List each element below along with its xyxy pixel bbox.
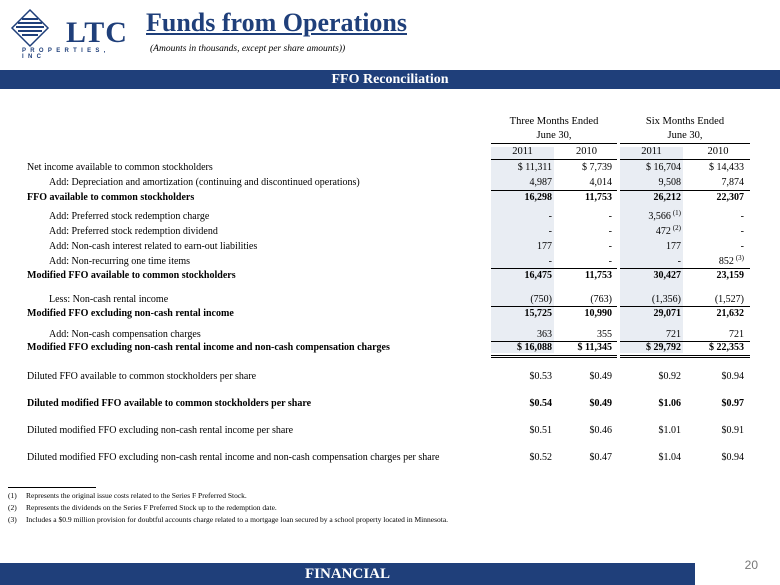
cell: $0.53: [529, 371, 552, 382]
cell: 22,307: [716, 192, 744, 203]
row-label: Add: Non-cash compensation charges: [49, 329, 201, 340]
cell: $ 11,311: [517, 162, 552, 173]
cell: -: [740, 226, 744, 237]
page-title: Funds from Operations: [146, 8, 407, 37]
subtotal-rule: [620, 190, 750, 191]
cell: $0.54: [529, 398, 552, 409]
cell: 11,753: [585, 270, 612, 281]
header-three-months: Three Months Ended: [509, 116, 599, 127]
cell: $0.97: [721, 398, 744, 409]
cell: (1,527): [714, 294, 744, 305]
cell: (750): [530, 294, 552, 305]
page-subtitle: (Amounts in thousands, except per share amounts)): [150, 44, 346, 54]
footnote-number: (1): [8, 491, 17, 500]
header-six-months: Six Months Ended: [645, 116, 725, 127]
year-col-1: 2011: [512, 146, 533, 157]
cell: (763): [590, 294, 612, 305]
header-six-months-sub: June 30,: [667, 130, 703, 141]
cell: -: [608, 211, 612, 222]
cell: $0.92: [658, 371, 681, 382]
header-three-months-sub: June 30,: [536, 130, 572, 141]
cell: [625, 211, 681, 222]
cell: 10,990: [584, 308, 612, 319]
cell: $ 16,088: [517, 342, 552, 353]
header-rule-right: [620, 143, 750, 144]
footer-page-area: [695, 563, 780, 585]
cell: $1.06: [658, 398, 681, 409]
row-label: Modified FFO excluding non-cash rental income and non-cash compensation charges: [27, 342, 390, 353]
header-rule-left: [491, 143, 617, 144]
row-label: Add: Depreciation and amortization (continuing and discontinued operations): [49, 177, 360, 188]
cell: -: [548, 226, 552, 237]
row-label: Diluted FFO available to common stockholders per share: [27, 371, 257, 382]
subtotal-rule: [491, 190, 617, 191]
total-double-rule: [491, 357, 617, 358]
logo-text: LTC: [66, 16, 128, 49]
cell: 16,475: [524, 270, 552, 281]
footnote-text: Represents the original issue costs related to the Series F Preferred Stock.: [26, 491, 247, 500]
company-logo: [10, 8, 128, 60]
footnote-number: (3): [8, 515, 17, 524]
row-label: Modified FFO excluding non-cash rental income: [27, 308, 234, 319]
cell: $ 16,704: [646, 162, 681, 173]
footnote-divider: [8, 487, 96, 488]
cell: 16,298: [524, 192, 552, 203]
footnote-text: Represents the dividends on the Series F Preferred Stock up to the redemption date.: [26, 503, 277, 512]
cell: 4,014: [589, 177, 612, 188]
cell: $0.51: [529, 425, 552, 436]
row-label: Modified FFO available to common stockholders: [27, 270, 236, 281]
year-col-4: 2010: [707, 146, 729, 157]
footnote-number: (2): [8, 503, 17, 512]
cell: $ 11,345: [577, 342, 612, 353]
cell: -: [548, 256, 552, 267]
footnote-ref: (1): [672, 209, 681, 217]
cell: -: [740, 241, 744, 252]
footnote: [8, 491, 247, 500]
logo-subtext: PROPERTIES, INC: [22, 48, 110, 60]
footnote-ref: (3): [735, 254, 744, 262]
cell: 177: [666, 241, 681, 252]
footer-label: FINANCIAL: [304, 566, 390, 582]
footnote: [8, 515, 448, 524]
cell: -: [677, 256, 681, 267]
year-col-3: 2011: [641, 146, 662, 157]
year-col-2: 2010: [576, 146, 597, 157]
cell: 177: [537, 241, 552, 252]
footnote-ref: (2): [672, 224, 681, 232]
cell: -: [548, 211, 552, 222]
cell: $ 29,792: [646, 342, 681, 353]
subtotal-rule: [491, 306, 617, 307]
cell: 30,427: [653, 270, 681, 281]
row-label: Add: Preferred stock redemption charge: [49, 211, 210, 222]
row-label: Add: Preferred stock redemption dividend: [49, 226, 218, 237]
footnote: [8, 503, 277, 512]
cell: $0.46: [589, 425, 612, 436]
total-double-rule: [620, 357, 750, 358]
cell: 7,874: [721, 177, 744, 188]
subtotal-rule: [620, 306, 750, 307]
row-label: FFO available to common stockholders: [27, 192, 195, 203]
cell: 4,987: [529, 177, 552, 188]
page-number: 20: [744, 558, 758, 572]
cell: 29,071: [653, 308, 681, 319]
cell: $0.52: [529, 452, 552, 463]
cell: -: [608, 226, 612, 237]
cell: $0.91: [721, 425, 744, 436]
section-band: FFO Reconciliation: [0, 70, 780, 89]
row-label: Add: Non-cash interest related to earn-out liabilities: [49, 241, 258, 252]
row-label: Diluted modified FFO available to common stockholders per share: [27, 398, 312, 409]
cell: $0.47: [589, 452, 612, 463]
row-label: Net income available to common stockholders: [27, 162, 213, 173]
cell: 23,159: [716, 270, 744, 281]
cell-value: 472: [655, 226, 671, 237]
cell: -: [608, 241, 612, 252]
cell: $1.04: [658, 452, 681, 463]
cell: $ 7,739: [582, 162, 612, 173]
cell: -: [608, 256, 612, 267]
cell: 26,212: [653, 192, 681, 203]
cell: $0.49: [589, 398, 612, 409]
cell: -: [740, 211, 744, 222]
cell: 21,632: [716, 308, 744, 319]
row-label: Diluted modified FFO excluding non-cash rental income and non-cash compensation charges per share: [27, 452, 440, 463]
cell: [625, 226, 681, 237]
row-label: Less: Non-cash rental income: [49, 294, 169, 305]
year-rule-right: [620, 159, 750, 160]
cell: 721: [729, 329, 744, 340]
year-rule-left: [491, 159, 617, 160]
row-label: Diluted modified FFO excluding non-cash rental income per share: [27, 425, 294, 436]
cell: 15,725: [524, 308, 552, 319]
footnote-text: Includes a $0.9 million provision for doubtful accounts charge related to a mortgage loan secured by a school property located in Minnesota.: [26, 515, 449, 524]
cell: 355: [597, 329, 612, 340]
cell: $1.01: [658, 425, 681, 436]
total-double-rule: [491, 355, 617, 356]
cell: $0.94: [721, 452, 744, 463]
cell: 9,508: [658, 177, 681, 188]
cell: 363: [537, 329, 552, 340]
cell-value: 852: [718, 256, 734, 267]
total-double-rule: [620, 355, 750, 356]
cell: 11,753: [585, 192, 612, 203]
cell: $ 22,353: [709, 342, 744, 353]
cell: (1,356): [651, 294, 681, 305]
cell-value: 3,566: [648, 211, 671, 222]
cell: $ 14,433: [709, 162, 744, 173]
subtotal-rule: [620, 268, 750, 269]
cell: $0.94: [721, 371, 744, 382]
subtotal-rule: [491, 268, 617, 269]
footer-bar: [0, 563, 780, 585]
cell: 721: [666, 329, 681, 340]
row-label: Add: Non-recurring one time items: [49, 256, 191, 267]
cell: $0.49: [589, 371, 612, 382]
diamond-logo-icon: [10, 8, 60, 48]
cell: [690, 256, 744, 267]
